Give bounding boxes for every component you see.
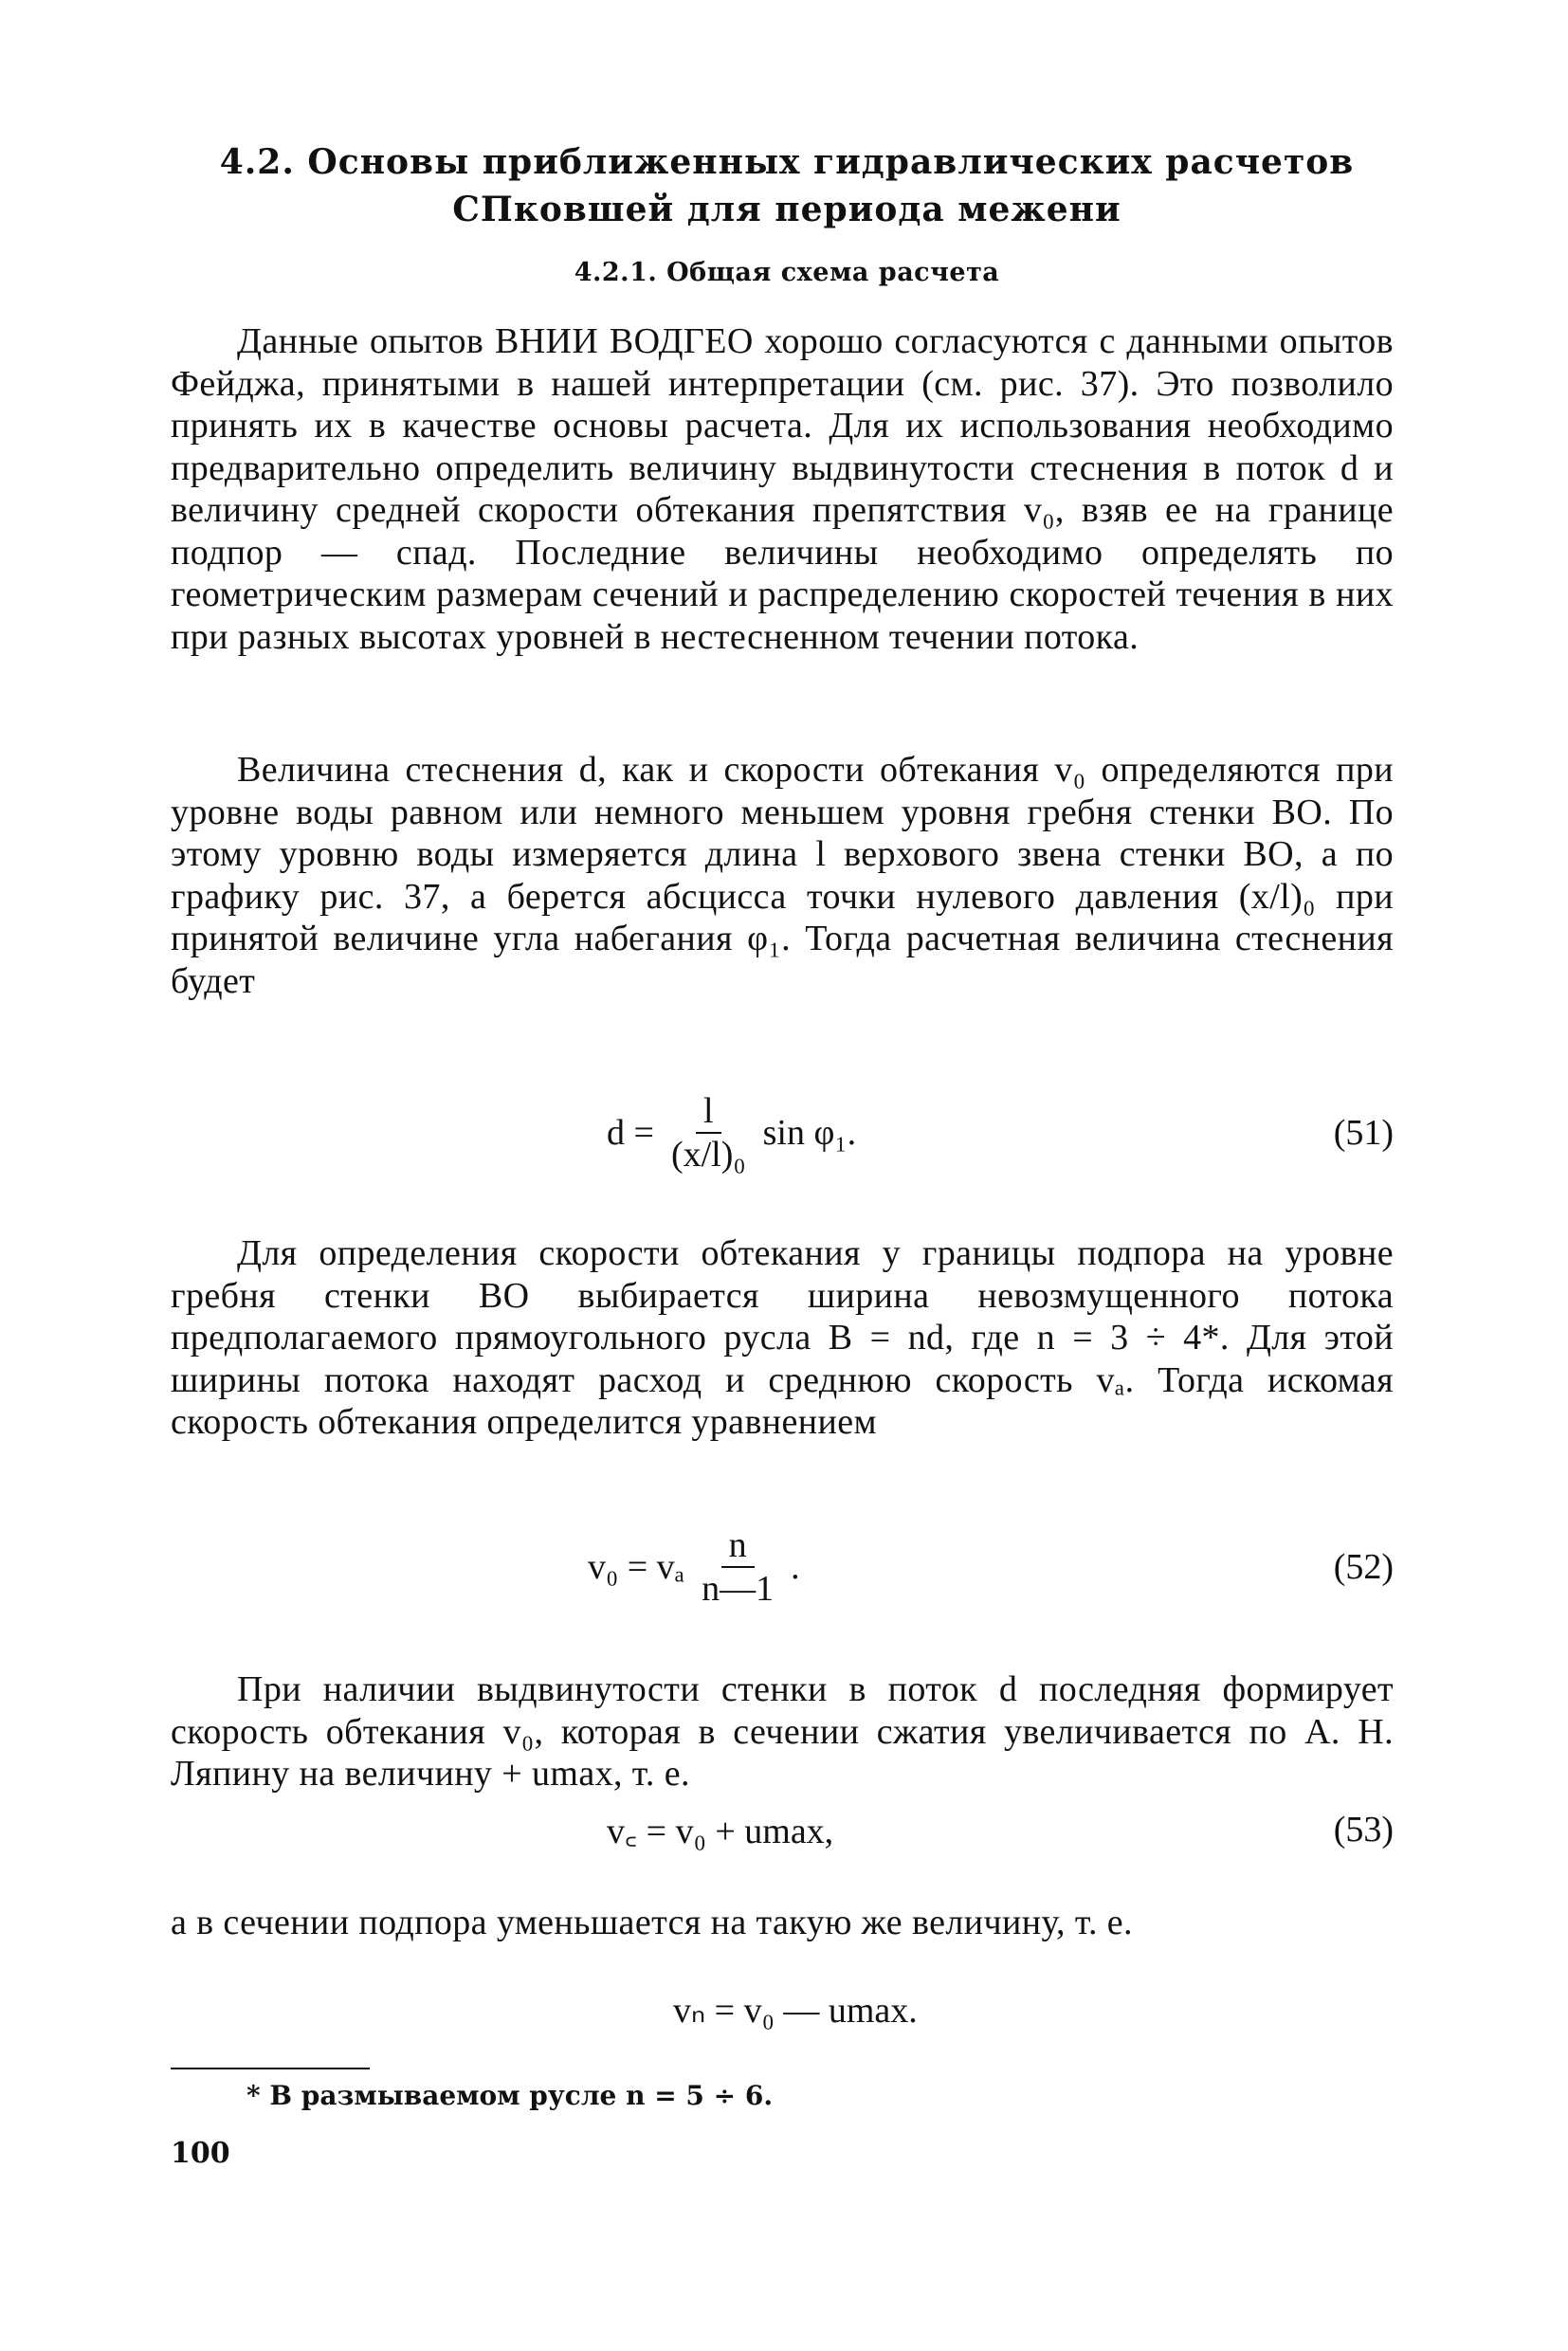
formula-53-number: (53) (1333, 1810, 1394, 1850)
formula-52-lhs: v₀ = vₐ (588, 1547, 685, 1587)
formula-51-numerator: l (696, 1090, 721, 1134)
formula-51-lhs: d = (607, 1113, 654, 1153)
formula-51-denominator: (x/l)₀ (670, 1135, 746, 1175)
formula-51 (171, 1081, 1394, 1185)
formula-51-number: (51) (1333, 1113, 1394, 1153)
formula-52 (171, 1515, 1394, 1619)
formula-52-numerator: n (721, 1524, 755, 1568)
formula-54-expression: vₙ = v₀ — umax. (673, 1990, 918, 2031)
subsection-title: 4.2.1. Общая схема расчета (574, 258, 1000, 287)
paragraph-1: Данные опытов ВНИИ ВОДГЕО хорошо согласуются с данными опытов Фейджа, принятыми в нашей интерпретации (см. рис. 37). Это позволило принять их в качестве основы расчета. Для их использования необходимо предварительно определить величину выдвинутости стеснения в поток d и величину средней скорости обтекания препятствия v₀, взяв ее на границе подпор — спад. Последние величины необходимо определять по геометрическим размерам сечений и распределению скоростей течения в них при разных высотах уровней в нестесненном течении потока. (171, 321, 1394, 657)
footnote-divider (171, 2068, 370, 2069)
formula-52-denominator: n—1 (702, 1569, 775, 1609)
formula-54 (171, 1972, 1394, 2048)
formula-52-number: (52) (1333, 1547, 1394, 1587)
paragraph-2: Величина стеснения d, как и скорости обтекания v₀ определяются при уровне воды равном или немного меньшем уровня гребня стенки ВО. По этому уровню воды измеряется длина l верхового звена стенки ВО, а по графику рис. 37, а берется абсцисса точки нулевого давления (x/l)₀ при принятой величине угла набегания φ₁. Тогда расчетная величина стеснения будет (171, 750, 1394, 1001)
footnote: * В размываемом русле n = 5 ÷ 6. (246, 2080, 774, 2111)
section-title-line-1: 4.2. Основы приближенных гидравлических расчетов (219, 142, 1355, 182)
formula-53 (171, 1792, 1394, 1868)
paragraph-4: При наличии выдвинутости стенки в поток d последняя формирует скорость обтекания v₀, которая в сечении сжатия увеличивается по А. Н. Ляпину на величину + umax, т. е. (171, 1669, 1394, 1794)
section-title-line-2: СПковшей для периода межени (452, 190, 1121, 229)
formula-52-fraction (694, 1524, 781, 1610)
paragraph-3: Для определения скорости обтекания у границы подпора на уровне гребня стенки ВО выбирается ширина невозмущенного потока предполагаемого прямоугольного русла B = nd, где n = 3 ÷ 4*. Для этой ширины потока находят расход и среднюю скорость vₐ. Тогда искомая скорость обтекания определится уравнением (171, 1233, 1394, 1442)
paragraph-5: а в сечении подпора уменьшается на такую же величину, т. е. (171, 1903, 1133, 1942)
formula-51-rhs: sin φ₁. (762, 1113, 857, 1153)
page-number: 100 (171, 2137, 230, 2170)
formula-53-expression: v꜀ = v₀ + umax, (607, 1812, 834, 1851)
formula-52-rhs: . (791, 1547, 800, 1587)
formula-51-fraction (664, 1090, 754, 1176)
